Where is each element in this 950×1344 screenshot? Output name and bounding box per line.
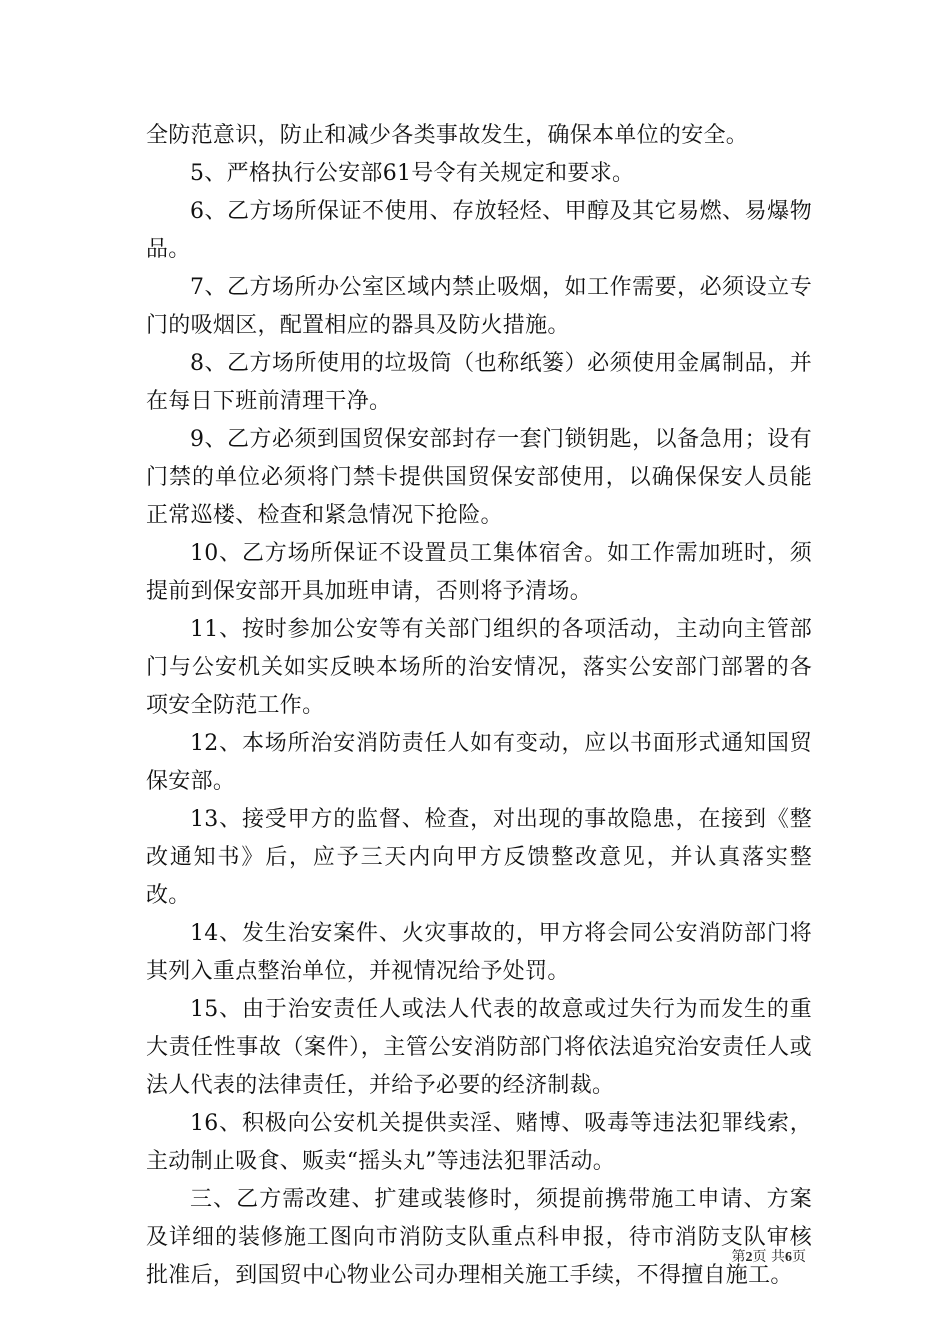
paragraph: 全防范意识，防止和减少各类事故发生，确保本单位的安全。 <box>146 123 749 148</box>
paragraph: 13、接受甲方的监督、检查，对出现的事故隐患，在接到《整改通知书》后，应予三天内向甲方反馈整改意见，并认真落实整改。 <box>146 807 812 908</box>
current-page-number: 2 <box>745 1250 753 1265</box>
page-number-footer <box>0 1246 806 1266</box>
footer-prefix: 第 <box>731 1249 746 1265</box>
paragraph: 12、本场所治安消防责任人如有变动，应以书面形式通知国贸保安部。 <box>146 731 812 794</box>
footer-middle: 页 共 <box>752 1249 785 1265</box>
paragraph: 9、乙方必须到国贸保安部封存一套门锁钥匙，以备急用；设有门禁的单位必须将门禁卡提供国贸保安部使用，以确保保安人员能正常巡楼、检查和紧急情况下抢险。 <box>146 427 812 528</box>
paragraph: 6、乙方场所保证不使用、存放轻烃、甲醇及其它易燃、易爆物品。 <box>146 199 812 262</box>
paragraph: 10、乙方场所保证不设置员工集体宿舍。如工作需加班时，须提前到保安部开具加班申请，否则将予清场。 <box>146 541 812 604</box>
paragraph: 11、按时参加公安等有关部门组织的各项活动，主动向主管部门与公安机关如实反映本场所的治安情况，落实公安部门部署的各项安全防范工作。 <box>146 617 812 718</box>
paragraph: 三、乙方需改建、扩建或装修时，须提前携带施工申请、方案及详细的装修施工图向市消防支队重点科申报，待市消防支队审核批准后，到国贸中心物业公司办理相关施工手续，不得擅自施工。 <box>146 1187 812 1288</box>
paragraph: 16、积极向公安机关提供卖淫、赌博、吸毒等违法犯罪线索，主动制止吸食、贩卖“摇头丸”等违法犯罪活动。 <box>146 1111 812 1174</box>
paragraph: 5、严格执行公安部61号令有关规定和要求。 <box>190 161 635 186</box>
total-pages-number: 6 <box>785 1250 792 1265</box>
paragraph: 14、发生治安案件、火灾事故的，甲方将会同公安消防部门将其列入重点整治单位，并视情况给予处罚。 <box>146 921 812 984</box>
footer-suffix: 页 <box>792 1249 806 1265</box>
paragraph: 7、乙方场所办公室区域内禁止吸烟，如工作需要，必须设立专门的吸烟区，配置相应的器具及防火措施。 <box>146 275 812 338</box>
paragraph: 15、由于治安责任人或法人代表的故意或过失行为而发生的重大责任性事故（案件），主管公安消防部门将依法追究治安责任人或法人代表的法律责任，并给予必要的经济制裁。 <box>146 997 812 1098</box>
paragraph: 8、乙方场所使用的垃圾筒（也称纸篓）必须使用金属制品，并在每日下班前清理干净。 <box>146 351 812 414</box>
document-body <box>146 117 812 1295</box>
